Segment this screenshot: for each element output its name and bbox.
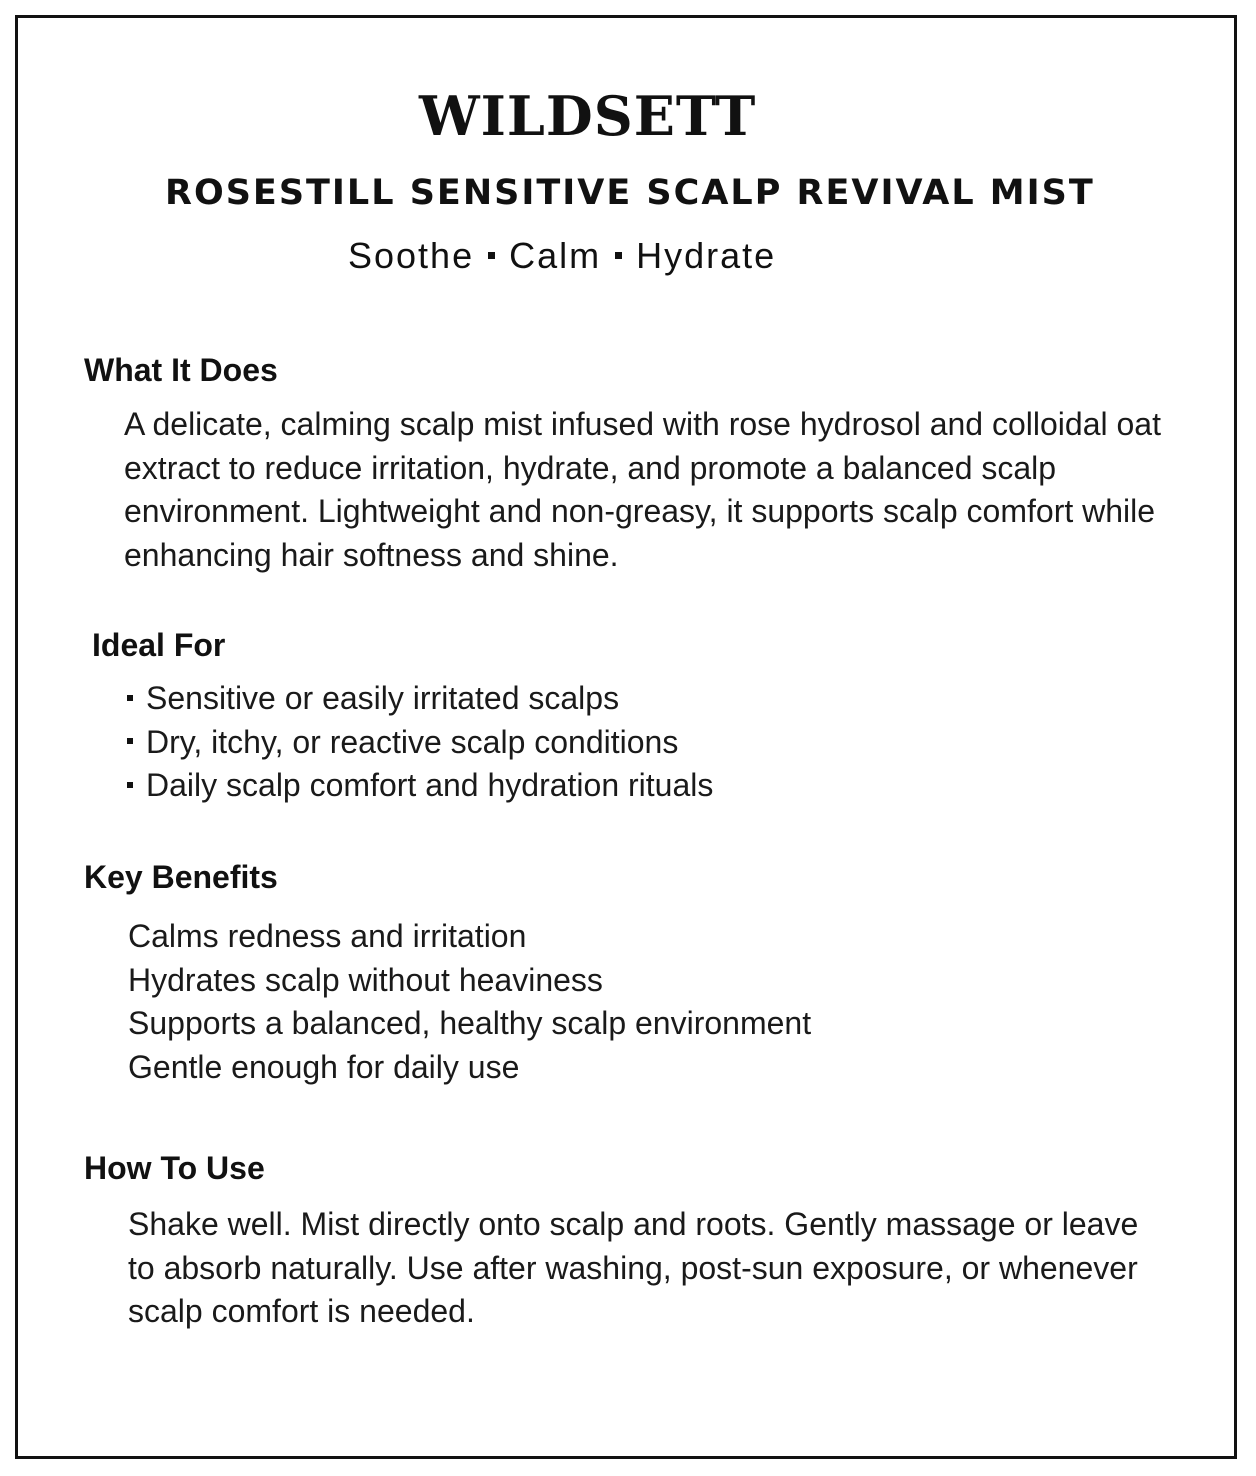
tagline-item-soothe: Soothe: [348, 235, 475, 276]
list-item: Hydrates scalp without heaviness: [128, 961, 603, 998]
list-item: Supports a balanced, healthy scalp environment: [128, 1005, 812, 1041]
how-to-use-text: Shake well. Mist directly onto scalp and roots. Gently massage or leave to absorb naturally. Use after washing, post-sun exposure, or whenever scalp comfort is needed.: [128, 1206, 1139, 1329]
section-heading-ideal-for: Ideal For: [92, 627, 226, 663]
bullet-icon: [127, 695, 133, 701]
tagline-separator: [615, 252, 622, 259]
tagline: [348, 234, 776, 278]
list-item: [127, 721, 713, 765]
tagline-item-hydrate: Hydrate: [636, 235, 777, 276]
list-item: [127, 677, 713, 721]
tagline-item-calm: Calm: [509, 235, 602, 276]
list-item-text: Sensitive or easily irritated scalps: [146, 680, 620, 716]
product-title: ROSESTILL SENSITIVE SCALP REVIVAL MIST: [165, 173, 1095, 213]
section-heading-what-it-does: What It Does: [84, 352, 278, 388]
bullet-icon: [127, 738, 133, 744]
key-benefits-list: [128, 915, 811, 1089]
list-item: Gentle enough for daily use: [128, 1048, 520, 1085]
brand-logo: WILDSETT: [419, 84, 757, 148]
what-it-does-text: A delicate, calming scalp mist infused with rose hydrosol and colloidal oat extract to reduce irritation, hydrate, and promote a balanced scalp environment. Lightweight and non-greasy, it supports scalp comfort while enhancing hair softness and shine.: [124, 406, 1161, 573]
section-heading-key-benefits: Key Benefits: [84, 859, 278, 895]
bullet-icon: [127, 782, 133, 788]
list-item-text: Dry, itchy, or reactive scalp conditions: [146, 723, 679, 760]
ideal-for-list: [127, 677, 713, 808]
list-item-text: Daily scalp comfort and hydration rituals: [146, 767, 714, 803]
list-item: Calms redness and irritation: [128, 918, 527, 954]
section-heading-how-to-use: How To Use: [84, 1150, 265, 1186]
tagline-separator: [488, 252, 495, 259]
list-item: [127, 764, 713, 808]
